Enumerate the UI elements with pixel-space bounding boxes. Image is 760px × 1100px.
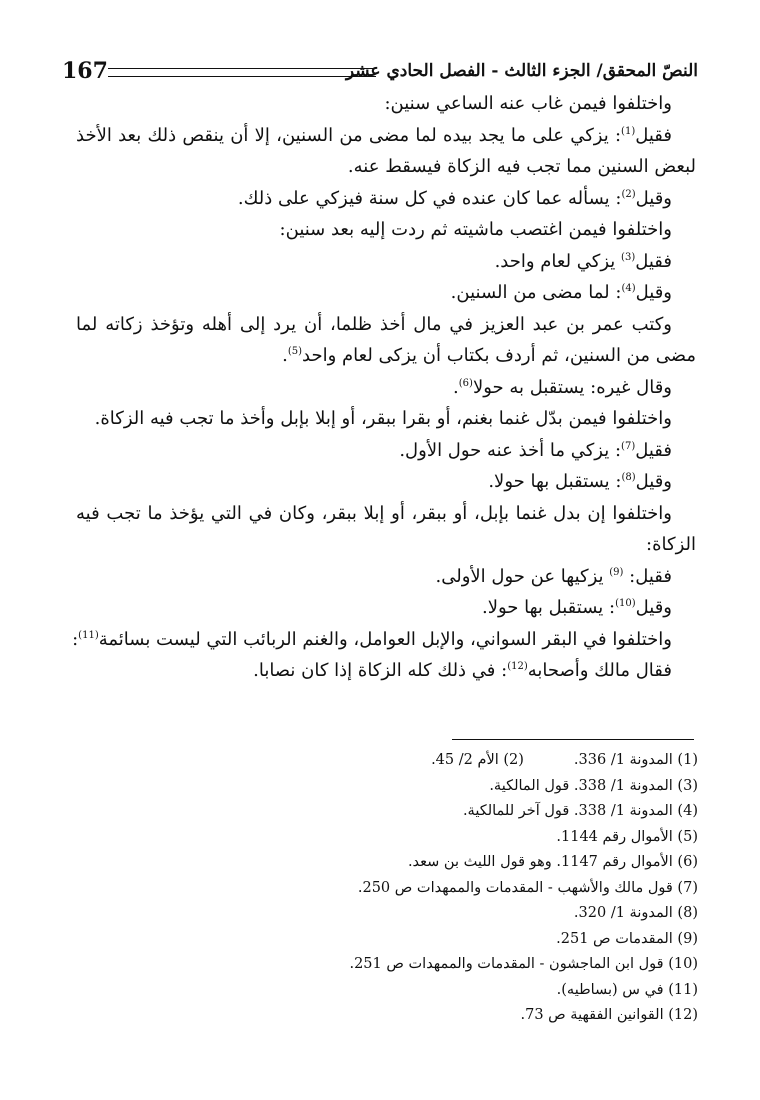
page-number: 167 xyxy=(62,58,108,84)
footnote: (7) قول مالك والأشهب - المقدمات والممهدات ص 250. xyxy=(357,879,698,896)
footnote-ref[interactable]: (8) xyxy=(621,472,636,483)
text-line: واختلفوا فيمن اغتصب ماشيته ثم ردت إليه بعد سنين: xyxy=(279,219,672,240)
footnote-ref[interactable]: (1) xyxy=(621,125,636,137)
text-line: فقيل$^{(3)}$ يزكي لعام واحد. xyxy=(494,250,672,272)
text-line: وقال غيره: يستقبل به حولا$^{(6)}$. xyxy=(453,376,672,398)
footnote-ref[interactable]: (9) xyxy=(609,566,624,578)
footnote-ref[interactable]: (4) xyxy=(621,283,636,294)
footnote-ref[interactable]: (11) xyxy=(78,629,99,641)
text-line: وكتب عمر بن عبد العزيز في مال أخذ ظلما، أن يرد إلى أهله وتؤخذ زكاته لما xyxy=(76,313,672,335)
text-line: واختلفوا إن بدل غنما بإبل، أو ببقر، أو إبلا ببقر، وكان في التي يؤخذ ما تجب فيه xyxy=(76,502,672,524)
footnote-separator xyxy=(452,739,694,740)
text-line: فقيل: $^{(9)}$ يزكيها عن حول الأولى. xyxy=(435,565,672,587)
footnote-ref[interactable]: (3) xyxy=(621,251,636,263)
text-line: فقال مالك وأصحابه$^{(12)}$: في ذلك كله الزكاة إذا كان نصابا. xyxy=(253,660,672,681)
main-text xyxy=(72,88,696,687)
text-line: وقيل$^{(10)}$: يستقبل بها حولا. xyxy=(481,597,672,618)
footnote: (4) المدونة 1/ 338. قول آخر للمالكية. xyxy=(462,803,698,819)
text-line: وقيل$^{(4)}$: لما مضى من السنين. xyxy=(450,282,672,303)
header-double-rule xyxy=(108,68,376,77)
text-line: لبعض السنين مما تجب فيه الزكاة فيسقط عنه. xyxy=(347,156,696,177)
page-header xyxy=(62,56,698,88)
footnote-ref[interactable]: (5) xyxy=(287,346,303,357)
text-line: واختلفوا فيمن غاب عنه الساعي سنين: xyxy=(384,93,672,114)
text-line: فقيل$^{(7)}$: يزكي ما أخذ عنه حول الأول. xyxy=(399,439,672,461)
footnote: (9) المقدمات ص 251. xyxy=(556,930,698,947)
text-line: وقيل$^{(2)}$: يسأله عما كان عنده في كل سنة فيزكي على ذلك. xyxy=(237,187,672,209)
footnotes xyxy=(178,748,698,1029)
footnote-ref[interactable]: (10) xyxy=(615,598,636,609)
running-title: النصّ المحقق/ الجزء الثالث - الفصل الحادي عشر xyxy=(345,61,698,81)
footnote: (8) المدونة 1/ 320. xyxy=(573,905,698,921)
footnote-ref[interactable]: (7) xyxy=(621,440,636,452)
footnote-ref[interactable]: (12) xyxy=(507,661,528,672)
footnote: (6) الأموال رقم 1147. وهو قول الليث بن سعد. xyxy=(407,854,698,870)
footnote: (12) القوانين الفقهية ص 73. xyxy=(520,1007,698,1023)
text-line: واختلفوا في البقر السواني، والإبل العوامل، والغنم الربائب التي ليست بسائمة$^{(11)}$: xyxy=(72,628,672,650)
footnote: (5) الأموال رقم 1144. xyxy=(556,828,698,845)
footnote-ref[interactable]: (6) xyxy=(458,377,473,389)
text-line: الزكاة: xyxy=(646,534,696,555)
footnote: (3) المدونة 1/ 338. قول المالكية. xyxy=(489,777,698,794)
text-line: مضى من السنين، ثم أردف بكتاب أن يزكى لعام واحد$^{(5)}$. xyxy=(282,345,696,366)
footnote: (11) في س (بساطيه). xyxy=(556,981,698,998)
footnote: (2) الأم 2/ 45. xyxy=(431,752,524,768)
footnote-line xyxy=(178,748,698,774)
footnote: (10) قول ابن الماجشون - المقدمات والممهدات ص 251. xyxy=(349,956,698,972)
text-line: وقيل$^{(8)}$: يستقبل بها حولا. xyxy=(488,471,672,492)
text-line: واختلفوا فيمن بدّل غنما بغنم، أو بقرا ببقر، أو إبلا بإبل وأخذ ما تجب فيه الزكاة. xyxy=(94,408,672,429)
footnote-ref[interactable]: (2) xyxy=(621,188,636,200)
footnote: (1) المدونة 1/ 336. xyxy=(573,752,698,768)
text-line: فقيل$^{(1)}$: يزكي على ما يجد بيده لما مضى من السنين، إلا أن ينقص ذلك بعد الأخذ xyxy=(76,124,672,146)
